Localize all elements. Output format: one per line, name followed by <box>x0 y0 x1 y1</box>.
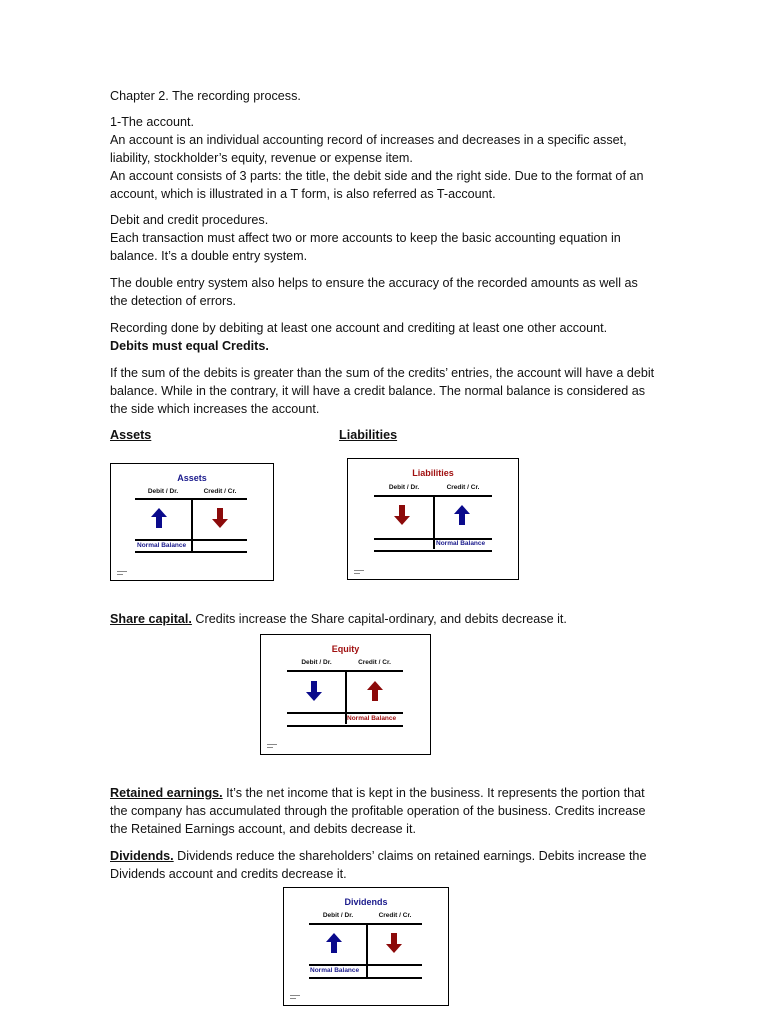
up-arrow-icon <box>326 933 342 953</box>
slide-footer-mark <box>354 569 364 575</box>
retained-earnings-heading: Retained earnings. <box>110 786 223 800</box>
down-arrow-icon <box>394 505 410 525</box>
down-arrow-icon <box>212 508 228 528</box>
share-capital-text: Credits increase the Share capital-ordinary, and debits decrease it. <box>191 612 567 626</box>
retained-earnings-paragraph <box>110 784 655 838</box>
slide-footer-mark <box>267 743 277 749</box>
credit-label: Credit / Cr. <box>358 659 391 666</box>
equity-t-account <box>260 634 431 755</box>
up-arrow-icon <box>454 505 470 525</box>
slide-footer-mark <box>290 994 300 1000</box>
retained-earnings-text: It’s the net income that is kept in the business. It represents the portion that the company has accumulated through the profitable operation of the business. Credits increase the Retained Earnings account, and debits decrease it. <box>110 786 646 836</box>
dividends-text: Dividends reduce the shareholders’ claims on retained earnings. Debits increase the Dividends account and credits decrease it. <box>110 849 647 881</box>
normal-balance-label: Normal Balance <box>436 540 486 547</box>
share-capital-heading: Share capital. <box>110 612 192 626</box>
up-arrow-icon <box>367 681 383 701</box>
normal-balance-label: Normal Balance <box>137 542 187 549</box>
debit-label: Debit / Dr. <box>147 488 179 495</box>
account-parts: An account consists of 3 parts: the title, the debit side and the right side. Due to the format of an account, which is illustrated in a T form, is also referred as T-account. <box>110 169 644 201</box>
normal-balance-label: Normal Balance <box>347 715 397 722</box>
t-account-title: Dividends <box>344 897 388 907</box>
normal-balance-label: Normal Balance <box>310 967 360 974</box>
recording-paragraph <box>110 319 655 355</box>
assets-t-account <box>110 463 274 581</box>
debits-equal-credits: Debits must equal Credits. <box>110 339 269 353</box>
t-account-title: Equity <box>331 644 360 654</box>
balance-paragraph: If the sum of the debits is greater than the sum of the credits’ entries, the account will have a debit balance. While in the contrary, it will have a credit balance. The normal balance is considered as the side which increases the account. <box>110 366 655 416</box>
account-paragraph <box>110 113 655 203</box>
credit-label: Credit / Cr. <box>378 912 412 919</box>
account-definition: An account is an individual accounting record of increases and decreases in a specific asset, liability, stockholder’s equity, revenue or expense item. <box>110 133 627 165</box>
credit-label: Credit / Cr. <box>203 488 237 495</box>
debit-label: Debit / Dr. <box>322 912 354 919</box>
liabilities-heading: Liabilities <box>339 428 398 442</box>
slide-footer-mark <box>117 570 127 576</box>
accuracy-paragraph: The double entry system also helps to ensure the accuracy of the recorded amounts as well as the detection of errors. <box>110 276 638 308</box>
assets-heading: Assets <box>110 428 152 442</box>
chapter-title: Chapter 2. The recording process. <box>110 89 301 103</box>
dividends-t-account <box>283 887 449 1006</box>
t-account-title: Liabilities <box>412 468 454 478</box>
down-arrow-icon <box>306 681 322 701</box>
account-heading: 1-The account. <box>110 115 195 129</box>
credit-label: Credit / Cr. <box>446 484 480 491</box>
recording-text: Recording done by debiting at least one account and crediting at least one other account. <box>110 321 608 335</box>
down-arrow-icon <box>386 933 402 953</box>
t-account-title: Assets <box>177 473 207 483</box>
debit-credit-heading: Debit and credit procedures. <box>110 213 269 227</box>
debit-label: Debit / Dr. <box>388 484 420 491</box>
liabilities-t-account <box>347 458 519 580</box>
debit-credit-paragraph <box>110 211 655 265</box>
up-arrow-icon <box>151 508 167 528</box>
dividends-paragraph <box>110 847 655 883</box>
share-capital-paragraph <box>110 610 567 628</box>
double-entry-text: Each transaction must affect two or more accounts to keep the basic accounting equation in balance. It’s a double entry system. <box>110 231 621 263</box>
dividends-heading: Dividends. <box>110 849 174 863</box>
debit-label: Debit / Dr. <box>301 659 332 666</box>
